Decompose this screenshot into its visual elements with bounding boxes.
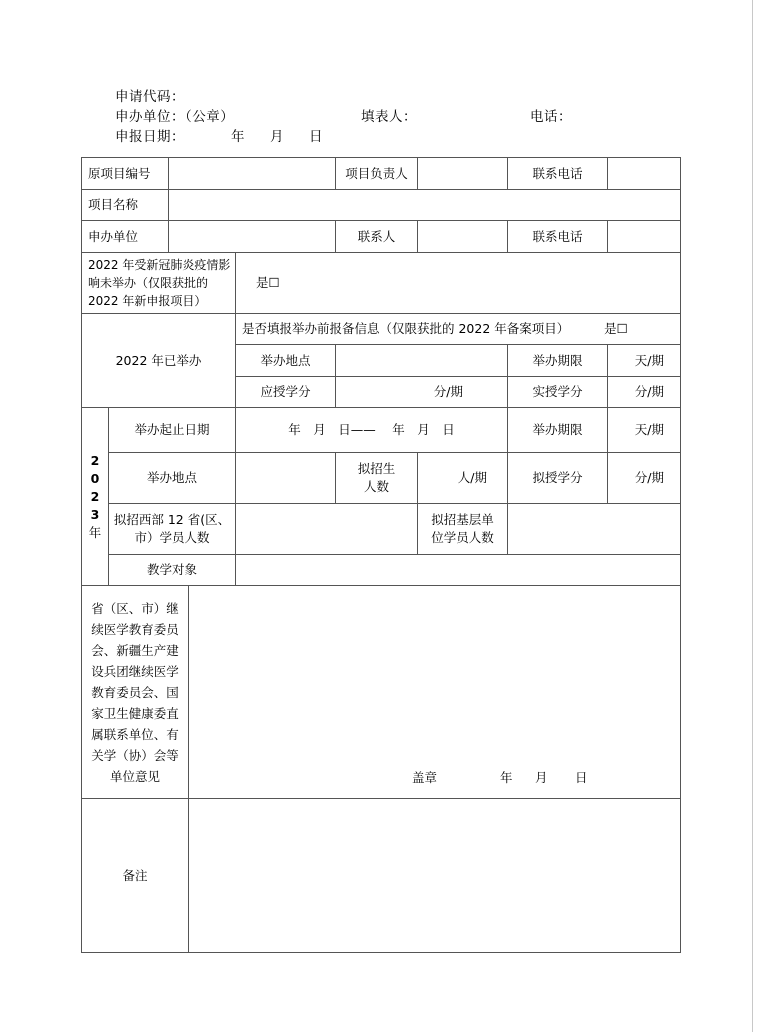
planned-credits-label: 拟授学分 (532, 470, 583, 485)
contact-phone-label-2: 联系电话 (532, 228, 583, 244)
report-date-year: 年 (231, 129, 245, 145)
contact-person-field[interactable] (418, 221, 507, 252)
period-2022-unit[interactable]: 天/期 (634, 352, 664, 368)
credits-actual-2022-unit[interactable]: 分/期 (634, 384, 664, 399)
west-students-label: 拟招西部 12 省(区、市）学员人数 (113, 512, 231, 545)
filler-label: 填表人： (361, 109, 417, 125)
seal-day: 日 (575, 770, 588, 785)
vline (680, 157, 681, 953)
seal-month: 月 (535, 770, 548, 785)
project-leader-label: 项目负责人 (345, 165, 408, 181)
year-2023-vertical-label (82, 408, 108, 585)
grassroots-students-field[interactable] (508, 504, 680, 554)
period-2023-unit[interactable]: 天/期 (634, 422, 664, 437)
west-students-field[interactable] (236, 504, 417, 554)
page-edge (752, 0, 753, 1032)
credits-actual-2022-label: 实授学分 (532, 384, 583, 399)
credits-due-2022-unit[interactable]: 分/期 (433, 384, 463, 399)
held-2022-label: 2022 年已举办 (115, 352, 202, 368)
remarks-field[interactable] (189, 799, 680, 952)
host-unit-label: 申办单位：（公章） (115, 109, 235, 125)
start-end-date-label: 举办起止日期 (134, 422, 210, 437)
opinion-label: 省（区、市）继续医学教育委员会、新疆生产建设兵团继续医学教育委员会、国家卫生健康委直属联系单位、有关学（协）会等单位意见 (91, 600, 179, 784)
year-char: 3 (90, 506, 100, 522)
orig-project-no-label: 原项目编号 (88, 165, 151, 181)
planned-credits-unit[interactable]: 分/期 (634, 470, 664, 485)
project-name-label: 项目名称 (88, 197, 139, 212)
filed-yes-checkbox[interactable]: 是☐ (604, 321, 628, 336)
planned-students-unit[interactable]: 人/期 (457, 470, 487, 485)
grassroots-students-label: 拟招基层单位学员人数 (431, 512, 494, 545)
teaching-target-field[interactable] (236, 555, 680, 585)
venue-2022-label: 举办地点 (260, 352, 311, 368)
venue-2023-label: 举办地点 (146, 470, 197, 485)
host-unit-label: 申办单位 (88, 228, 139, 244)
contact-phone-field[interactable] (608, 158, 680, 189)
contact-person-label: 联系人 (357, 228, 396, 244)
opinion-field[interactable] (189, 586, 680, 798)
application-code-label: 申请代码： (115, 89, 185, 105)
report-date-month: 月 (270, 129, 284, 145)
seal-year: 年 (500, 770, 513, 785)
filed-info-label: 是否填报举办前报备信息（仅限获批的 2022 年备案项目） (242, 321, 570, 336)
period-2022-label: 举办期限 (532, 352, 583, 368)
contact-phone-label: 联系电话 (532, 165, 583, 181)
project-leader-field[interactable] (418, 158, 507, 189)
year-char: 年 (88, 524, 102, 540)
host-unit-field[interactable] (169, 221, 335, 252)
period-2023-label: 举办期限 (532, 422, 583, 437)
credits-due-2022-label: 应授学分 (260, 384, 311, 399)
year-char: 0 (90, 470, 100, 486)
phone-label: 电话： (530, 109, 572, 125)
orig-project-no-field[interactable] (169, 158, 335, 189)
seal-label: 盖章 (412, 770, 438, 785)
teaching-target-label: 教学对象 (146, 562, 197, 577)
venue-2022-field[interactable] (336, 345, 507, 376)
date-range-field[interactable]: 年 月 日—— 年 月 日 (288, 422, 455, 437)
project-name-field[interactable] (169, 190, 680, 220)
hline (81, 952, 681, 953)
remarks-label: 备注 (122, 867, 148, 883)
contact-phone-field-2[interactable] (608, 221, 680, 252)
planned-students-label: 拟招生人数 (357, 461, 396, 494)
covid-not-held-label: 2022 年受新冠肺炎疫情影响未举办（仅限获批的 2022 年新申报项目） (88, 258, 231, 308)
venue-2023-field[interactable] (236, 453, 335, 503)
report-date-label: 申报日期： (115, 129, 185, 145)
covid-yes-checkbox[interactable]: 是☐ (256, 275, 280, 290)
year-char: 2 (90, 452, 100, 468)
report-date-day: 日 (309, 129, 323, 145)
year-char: 2 (90, 488, 100, 504)
